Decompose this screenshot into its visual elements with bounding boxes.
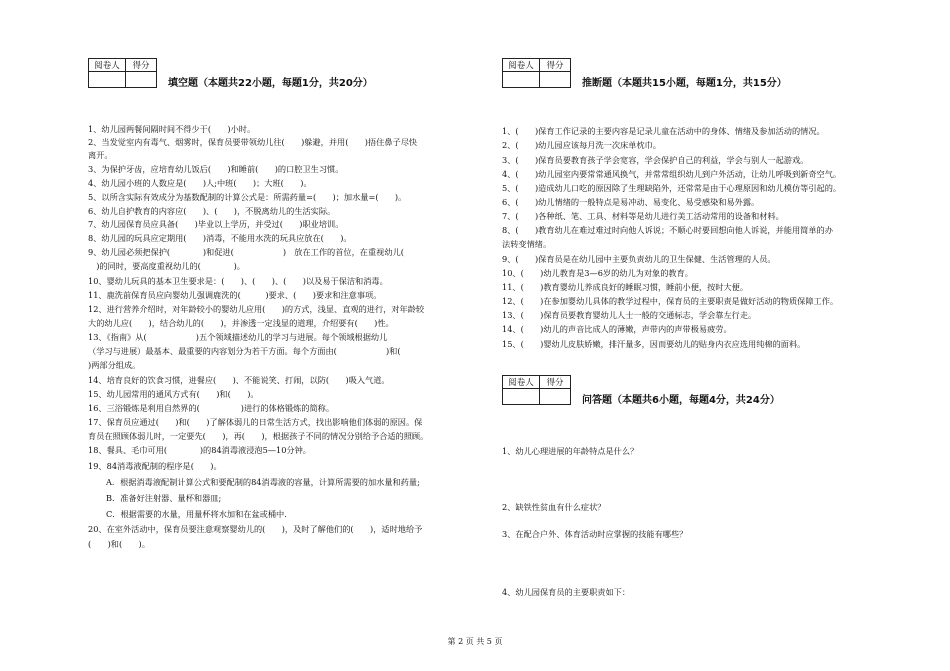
judge-line: 6、( )幼儿情绪的一般特点是易冲动、易变化、易受感染和易外露。 bbox=[502, 197, 760, 207]
question-line: 13、《指南》从( )五个领域描述幼儿的学习与进展。每个领域根据幼儿 bbox=[88, 332, 388, 342]
question-line: )的同时，要高度重视幼儿的( )。 bbox=[88, 261, 245, 271]
judge-line: 10、( )幼儿教育是3—6岁的幼儿为对象的教育。 bbox=[502, 268, 693, 278]
reviewer-cell[interactable] bbox=[503, 72, 540, 88]
score-label: 得分 bbox=[540, 376, 571, 389]
question-line: （学习与进展）最基本、最重要的内容划分为若干方面。每个方面由( )和( bbox=[88, 346, 401, 356]
option-a: A．根据消毒液配制计算公式和要配制的84消毒液的容量，计算所需要的加水量和药量; bbox=[106, 477, 420, 487]
fill-blank-section-title: 填空题（本题共22小题，每题1分，共20分） bbox=[168, 78, 373, 89]
score-cell[interactable] bbox=[126, 72, 157, 88]
judge-line: 2、( )幼儿园应该每月洗一次床单枕巾。 bbox=[502, 140, 661, 150]
option-c: C．根据需要的水量，用量杯将水加和在盆或桶中. bbox=[106, 509, 287, 519]
judge-line: 7、( )各种纸、笔、工具、材料等是幼儿进行美工活动常用的设备和材料。 bbox=[502, 211, 784, 221]
score-cell[interactable] bbox=[540, 72, 571, 88]
qa-question: 4、幼儿园保育员的主要职责如下： bbox=[502, 587, 631, 597]
reviewer-label: 阅卷人 bbox=[503, 59, 540, 72]
option-b: B．准备好注射器、量杯和器皿; bbox=[106, 493, 222, 503]
judge-line: 12、( )在参加婴幼儿具体的教学过程中，保育员的主要职责是做好活动的物质保障工作。 bbox=[502, 296, 839, 306]
judge-line: 1、( )保育工作记录的主要内容是记录儿童在活动中的身体、情绪及参加活动的情况。 bbox=[502, 126, 825, 136]
reviewer-label: 阅卷人 bbox=[89, 59, 126, 72]
question-line: 20、在室外活动中，保育员要注意观察婴幼儿的( )，及时了解他们的( )，适时地给予 bbox=[88, 524, 423, 534]
question-line: 4、幼儿园小班的人数应是( )人;中班( )；大班( )。 bbox=[88, 178, 312, 188]
score-cell[interactable] bbox=[540, 389, 571, 405]
qa-question: 3、在配合户外、体育活动时应掌握的技能有哪些？ bbox=[502, 529, 688, 539]
judge-line: 14、( )幼儿的声音比成人的薄嫩，声带内的声带极易疲劳。 bbox=[502, 324, 732, 334]
judge-line: 3、( )保育员要教育孩子学会宽容，学会保护自己的利益，学会与别人一起游戏。 bbox=[502, 155, 809, 165]
reviewer-cell[interactable] bbox=[503, 389, 540, 405]
score-box-qa bbox=[502, 375, 571, 405]
question-line: 15、幼儿园常用的通风方式有( )和( )。 bbox=[88, 389, 259, 399]
question-line: 2、当发觉室内有毒气、烟雾时，保育员要带领幼儿往( )躲避，并用( )捂住鼻子尽快 bbox=[88, 137, 418, 147]
question-line: 10、婴幼儿玩具的基本卫生要求是：( )、( )、( )以及易于保洁和消毒。 bbox=[88, 276, 388, 286]
judge-line: 11、( )教育婴幼儿养成良好的睡眠习惯，睡前小便，按时大便。 bbox=[502, 282, 749, 292]
reviewer-label: 阅卷人 bbox=[503, 376, 540, 389]
question-line: 19、84消毒液配制的程序是( )。 bbox=[88, 461, 222, 471]
question-line: 3、为保护牙齿，应培育幼儿饭后( )和睡前( )的口腔卫生习惯。 bbox=[88, 164, 344, 174]
judge-line: 8、( )教育幼儿在难过难过时向他人诉说；不顺心时要回想向他人诉说，并能用简单的办 bbox=[502, 225, 833, 235]
score-label: 得分 bbox=[126, 59, 157, 72]
score-label: 得分 bbox=[540, 59, 571, 72]
question-line: 14、培育良好的饮食习惯，进餐应( )、不能说笑、打闹，以防( )吸入气道。 bbox=[88, 375, 390, 385]
page-number-footer: 第 2 页 共 5 页 bbox=[447, 637, 503, 646]
question-line: 8、幼儿园的玩具应定期用( )消毒，不能用水洗的玩具应放在( )。 bbox=[88, 233, 352, 243]
score-box-fill bbox=[88, 58, 157, 88]
question-line: 6、幼儿自护教育的内容应( )、( )，不脱离幼儿的生活实际。 bbox=[88, 206, 336, 216]
judge-line: 法转变情绪。 bbox=[502, 239, 552, 249]
question-line: 9、幼儿园必须把保护( )和促进( ) 放在工作的首位，在重视幼儿( bbox=[88, 247, 404, 257]
judge-line: 9、( )保育员是在幼儿园中主要负责幼儿的卫生保健、生活管理的人员。 bbox=[502, 254, 776, 264]
question-line: 7、幼儿园保育员应具备( )毕业以上学历，并受过( )职业培训。 bbox=[88, 219, 344, 229]
question-line: 16、三浴锻炼是利用自然界的( )进行的体格锻炼的简称。 bbox=[88, 403, 335, 413]
reviewer-cell[interactable] bbox=[89, 72, 126, 88]
question-line: 17、保育员应通过( )和( )了解体弱儿的日常生活方式，找出影响他们体弱的原因。保 bbox=[88, 417, 423, 427]
qa-section-title: 问答题（本题共6小题，每题4分，共24分） bbox=[582, 395, 780, 406]
qa-question: 1、幼儿心理进展的年龄特点是什么？ bbox=[502, 446, 639, 456]
question-line: 18、餐具、毛巾可用( )的84消毒液浸泡5—10分钟。 bbox=[88, 445, 311, 455]
question-line: ( )和( )。 bbox=[88, 539, 150, 549]
question-line: 12、进行营养介绍时，对年龄较小的婴幼儿应用( )的方式，浅显、直观的进行，对年龄较 bbox=[88, 304, 425, 314]
judge-line: 4、( )幼儿园室内要常常通风换气，并常常组织幼儿到户外活动，让幼儿呼吸到新奇空气。 bbox=[502, 169, 842, 179]
judge-line: 5、( )造成幼儿口吃的原因除了生理缺陷外，还常常是由于心理原因和幼儿模仿等引起的。 bbox=[502, 183, 842, 193]
question-line: 11、鹿洗前保育员应向婴幼儿强调鹿洗的( )要求、( )要求和注意事项。 bbox=[88, 290, 382, 300]
question-line: 5、以所含实际有效成分为基数配制的计算公式是：所需药量=( )；加水量=( )。 bbox=[88, 192, 407, 202]
judge-line: 15、( )婴幼儿皮肤娇嫩，排汗量多，因而要幼儿的贴身内衣应选用纯棉的面料。 bbox=[502, 339, 806, 349]
question-line: 大的幼儿应( )，结合幼儿的( )，并渗透一定浅显的道理，介绍要有( )性。 bbox=[88, 318, 394, 328]
judge-line: 13、( )保育员要教育婴幼儿人士一般的交通标志，学会靠左行走。 bbox=[502, 310, 757, 320]
question-line: 育员在照顾体弱儿时，一定要先( )，再( )，根据孩子不同的情况分别给予合适的照顾。 bbox=[88, 431, 429, 441]
qa-question: 2、缺铁性贫血有什么症状？ bbox=[502, 502, 606, 512]
judge-section-title: 推断题（本题共15小题，每题1分，共15分） bbox=[582, 78, 787, 89]
question-line: 离开。 bbox=[88, 150, 113, 160]
question-line: )两部分组成。 bbox=[88, 360, 141, 370]
score-box-judge bbox=[502, 58, 571, 88]
question-line: 1、幼儿园两餐间隔时间不得少于( )小时。 bbox=[88, 124, 256, 134]
